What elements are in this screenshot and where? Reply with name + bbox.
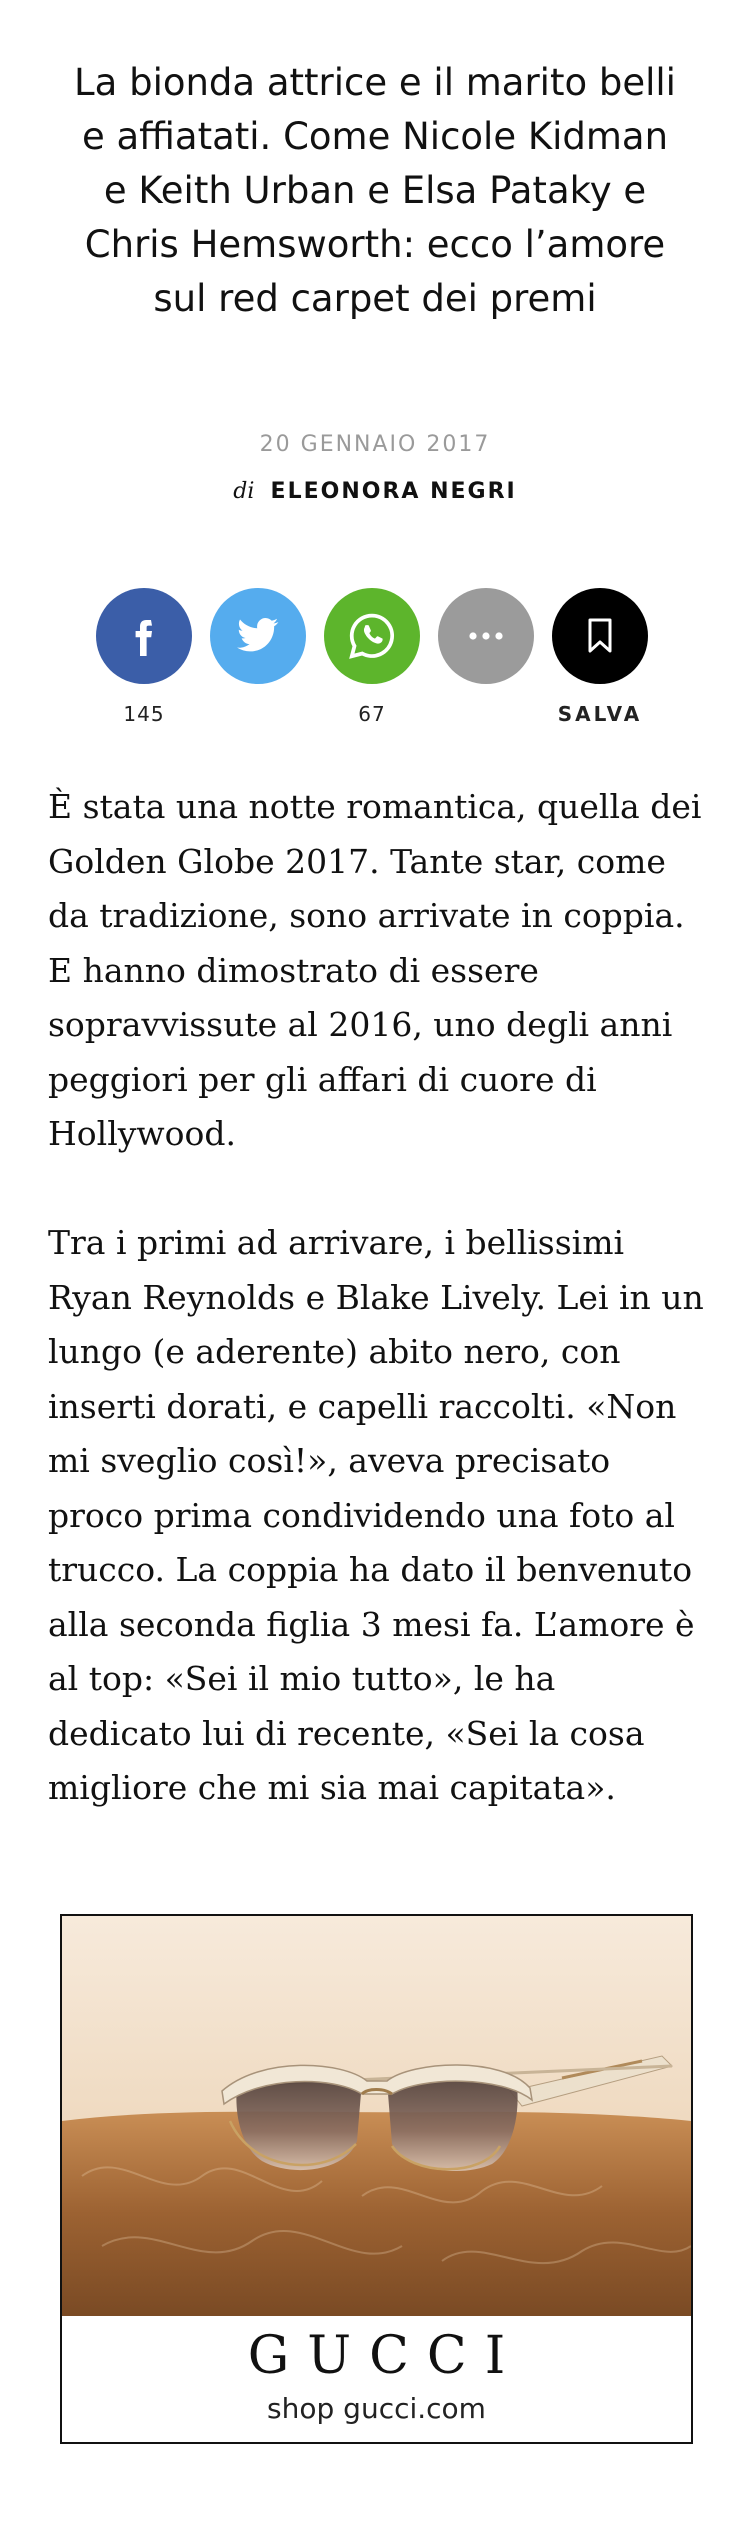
byline-prefix: di (233, 479, 255, 504)
byline (0, 478, 750, 504)
facebook-share-count: 145 (123, 702, 165, 726)
whatsapp-icon (347, 611, 397, 661)
ad-cta-link[interactable]: shop gucci.com (267, 2392, 486, 2425)
facebook-share-button[interactable] (96, 588, 192, 684)
more-icon (466, 631, 506, 641)
ad-brand-logo: GUCCI (247, 2326, 524, 2386)
author-link[interactable]: ELEONORA NEGRI (270, 479, 517, 504)
gucci-ad-banner[interactable] (60, 1914, 693, 2444)
share-bar (0, 588, 750, 738)
more-share-button[interactable] (438, 588, 534, 684)
whatsapp-share-count: 67 (358, 702, 386, 726)
article-headline: La bionda attrice e il marito belli e affiatati. Come Nicole Kidman e Keith Urban e Elsa Pataky e Chris Hemsworth: ecco l’amore sul red carpet dei premi (74, 61, 676, 320)
bookmark-icon (587, 618, 613, 654)
article-paragraph: Tra i primi ad arrivare, i bellissimi Ryan Reynolds e Blake Lively. Lei in un lungo (e aderente) abito nero, con inserti dorati, e capelli raccolti. «Non mi sveglio così!», aveva precisato proco prima condividendo una foto al trucco. La coppia ha dato il benvenuto alla seconda figlia 3 mesi fa. L’amore è al top: «Sei il mio tutto», le ha dedicato lui di recente, «Sei la cosa migliore che mi sia mai capitata». (48, 1223, 704, 1807)
sunglasses-ad-image (62, 1916, 691, 2316)
twitter-share-button[interactable] (210, 588, 306, 684)
save-label: SALVA (557, 702, 643, 726)
facebook-icon (124, 612, 164, 660)
whatsapp-share-button[interactable] (324, 588, 420, 684)
article-date: 20 GENNAIO 2017 (259, 432, 491, 457)
save-button[interactable] (552, 588, 648, 684)
twitter-icon (236, 617, 280, 655)
article-body (48, 780, 708, 1870)
article-paragraph: È stata una notte romantica, quella dei Golden Globe 2017. Tante star, come da tradizione, sono arrivate in coppia. E hanno dimostrato di essere sopravvissute al 2016, uno degli anni peggiori per gli affari di cuore di Hollywood. (48, 787, 702, 1153)
